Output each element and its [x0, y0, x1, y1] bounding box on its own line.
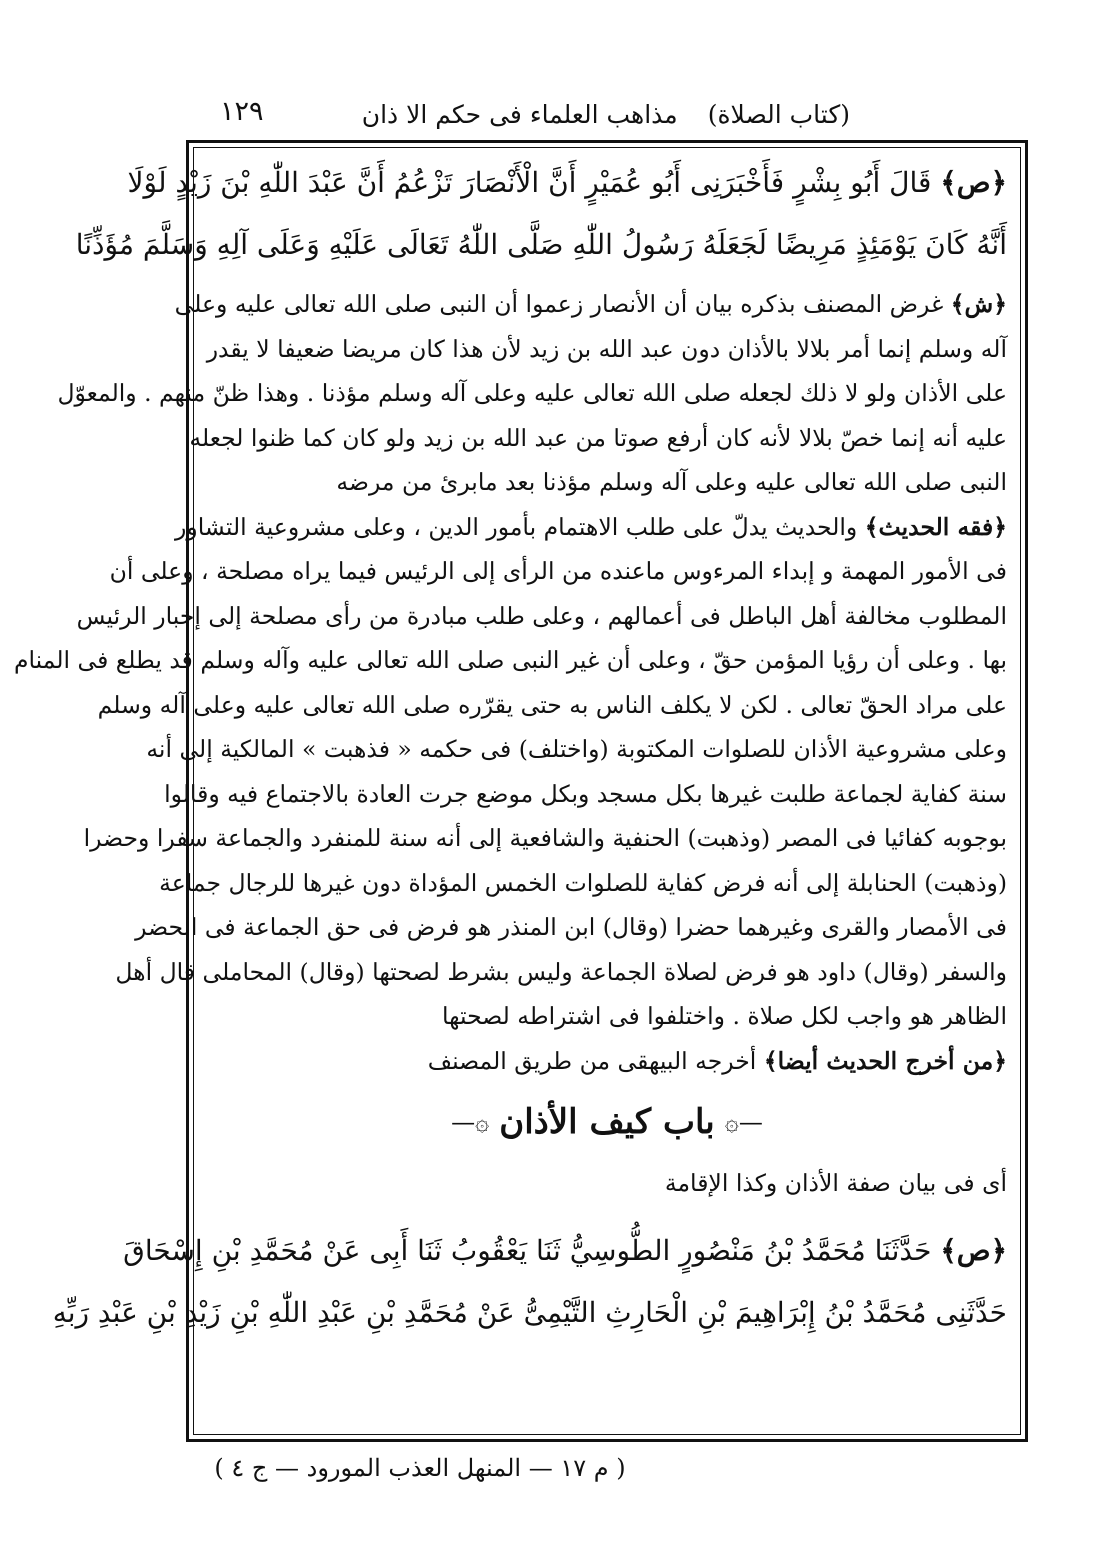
commentary-paragraph [57, 282, 1007, 505]
text-line: حَدَّثَنِى مُحَمَّدُ بْنُ إِبْرَاهِيمَ بْنِ الْحَارِثِ التَّيْمِىُّ عَنْ مُحَمَّدِ بْنِ عَبْدِ اللّٰهِ بْنِ زَيْدِ بْنِ عَبْدِ رَبِّهِ [52, 1295, 1007, 1329]
text-marker: ﴿فقه الحديث﴾ [864, 512, 1007, 541]
text-line: سنة كفاية لجماعة طلبت غيرها بكل مسجد وبكل موضع جرت العادة بالاجتماع فيه وقالوا [164, 779, 1007, 808]
book-title: (كتاب الصلاة) [707, 99, 850, 129]
chapter-topic: مذاهب العلماء فى حكم الا ذان [361, 99, 678, 129]
fiqh-paragraph [13, 505, 1007, 1039]
hadith-text-2 [52, 1220, 1007, 1344]
chapter-heading [207, 1083, 1007, 1161]
text-line: وعلى مشروعية الأذان للصلوات المكتوبة (واختلف) فى حكمه « فذهبت » المالكية إلى أنه [146, 735, 1007, 763]
page-number: ١٢٩ [220, 96, 264, 127]
text-line: بها . وعلى أن رؤيا المؤمن حقّ ، وعلى أن غير النبى صلى الله تعالى عليه وآله وسلم قد يطلع فى المنام [13, 646, 1007, 674]
chapter-subtitle: أى فى بيان صفة الأذان وكذا الإقامة [664, 1169, 1007, 1197]
text-line: ﴿ش﴾ غرض المصنف بذكره بيان أن الأنصار زعموا أن النبى صلى الله تعالى عليه وعلى [174, 290, 1007, 318]
text-line: عليه أنه إنما خصّ بلالا لأنه كان أرفع صوتا من عبد الله بن زيد ولو كان كما ظنوا لجعله [189, 423, 1007, 452]
text-line: على الأذان ولو لا ذلك لجعله صلى الله تعالى عليه وعلى آله وسلم مؤذنا . وهذا ظنّ منهم . والمعوّل [57, 379, 1007, 407]
text-line: فى الأمور المهمة و إبداء المرءوس ماعنده من الرأى إلى الرئيس فيما يراه مصلحة ، وعلى أن [109, 557, 1007, 585]
chapter-title: باب كيف الأذان [499, 1102, 715, 1142]
ornament-icon: —۞ [724, 1108, 763, 1136]
text-marker: ﴿ش﴾ [950, 290, 1007, 318]
text-line: (وذهبت) الحنابلة إلى أنه فرض كفاية للصلوات الخمس المؤداة دون غيرها للرجال جماعة [159, 868, 1007, 897]
text-marker: ﴿من أخرج الحديث أيضا﴾ [763, 1046, 1007, 1075]
text-line: أَنَّهُ كَانَ يَوْمَئِذٍ مَرِيضًا لَجَعَلَهُ رَسُولُ اللّٰهِ صَلَّى اللّٰهُ تَعَالَى عَلَيْهِ وَعَلَى آلِهِ وَسَلَّمَ مُؤَذِّنًا [75, 228, 1007, 261]
takhrij-paragraph [207, 1039, 1007, 1084]
text-line: على مراد الحقّ تعالى . لكن لا يكلف الناس به حتى يقرّره صلى الله تعالى عليه وعلى آله وسلم [97, 690, 1007, 719]
text-line: ﴿من أخرج الحديث أيضا﴾ أخرجه البيهقى من طريق المصنف [427, 1046, 1007, 1075]
text-marker: ﴿ص﴾ [940, 1233, 1007, 1267]
running-head [190, 92, 850, 136]
text-line: آله وسلم إنما أمر بلالا بالأذان دون عبد الله بن زيد لأن هذا كان مريضا ضعيفا لا يقدر [206, 334, 1007, 363]
hadith-text-1 [75, 152, 1007, 276]
text-line: الظاهر هو واجب لكل صلاة . واختلفوا فى اشتراطه لصحتها [442, 1002, 1007, 1030]
page-body [13, 152, 1007, 1344]
text-line: النبى صلى الله تعالى عليه وعلى آله وسلم مؤذنا بعد مابرئ من مرضه [336, 468, 1007, 496]
text-line: بوجوبه كفائيا فى المصر (وذهبت) الحنفية والشافعية إلى أنه سنة للمنفرد والجماعة سفرا وحضرا [83, 824, 1007, 852]
text-marker: ﴿ص﴾ [940, 166, 1007, 199]
ornament-icon: ۞— [451, 1108, 490, 1136]
text-line: ﴿ص﴾ حَدَّثَنَا مُحَمَّدُ بْنُ مَنْصُورٍ الطُّوسِيُّ ثَنَا يَعْقُوبُ ثَنَا أَبِى عَنْ مُحَمَّدِ بْنِ إِسْحَاقَ [123, 1233, 1007, 1267]
text-line: المطلوب مخالفة أهل الباطل فى أعمالهم ، وعلى طلب مبادرة من رأى مصلحة إلى إخبار الرئيس [76, 601, 1007, 630]
text-line: والسفر (وقال) داود هو فرض لصلاة الجماعة وليس بشرط لصحتها (وقال) المحاملى قال أهل [115, 957, 1007, 986]
text-line: فى الأمصار والقرى وغيرهما حضرا (وقال) ابن المنذر هو فرض فى حق الجماعة فى الحضر [135, 913, 1007, 941]
text-line: ﴿ص﴾ قَالَ أَبُو بِشْرٍ فَأَخْبَرَنِى أَبُو عُمَيْرٍ أَنَّ الْأَنْصَارَ تَزْعُمُ أَنَّ عَبْدَ اللّٰهِ بْنَ زَيْدٍ لَوْلَا [127, 166, 1007, 199]
page-signature: ( م ١٧ — المنهل العذب المورود — ج ٤ ) [214, 1454, 626, 1482]
text-line: ﴿فقه الحديث﴾ والحديث يدلّ على طلب الاهتمام بأمور الدين ، وعلى مشروعية التشاور [175, 512, 1007, 541]
